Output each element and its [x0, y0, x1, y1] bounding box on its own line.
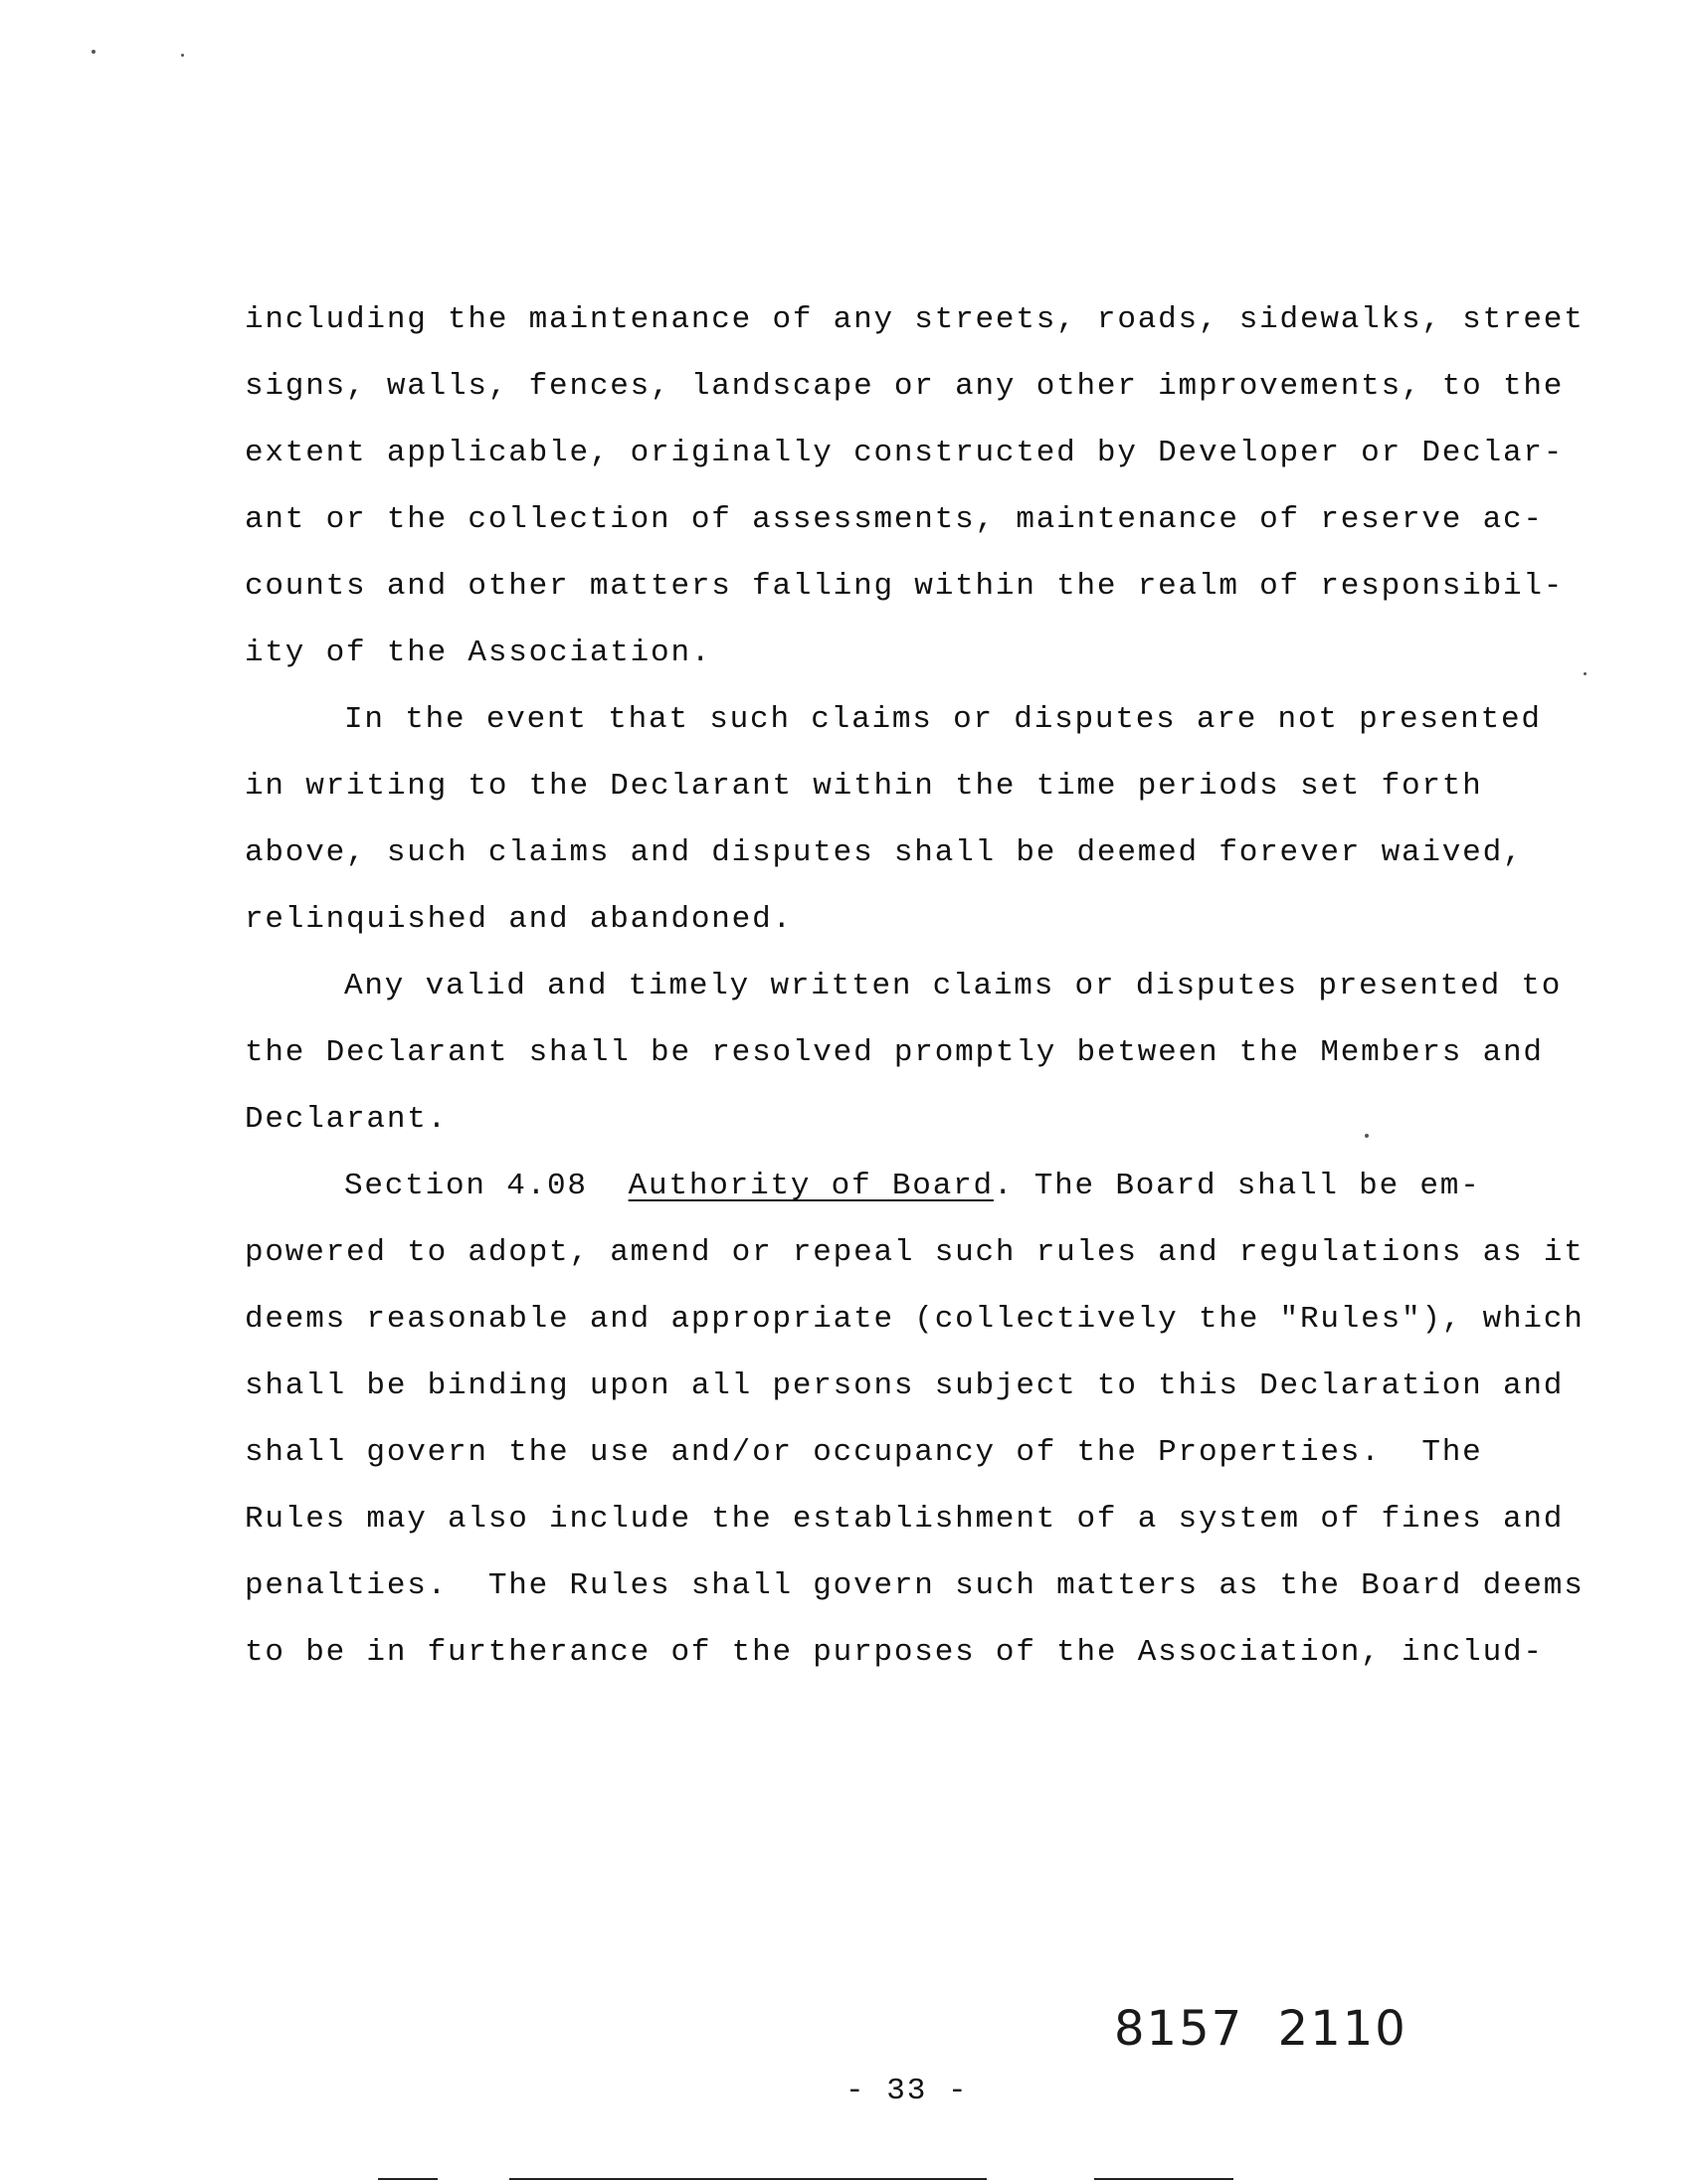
scan-edge-mark [1094, 2178, 1233, 2180]
text-line: to be in furtherance of the purposes of the Association, includ- [245, 1635, 1544, 1670]
text-line: counts and other matters falling within the realm of responsibil- [245, 569, 1565, 604]
text-line: in writing to the Declarant within the time periods set forth [245, 769, 1483, 804]
text-line: including the maintenance of any streets, roads, sidewalks, street [245, 302, 1585, 337]
text-line: the Declarant shall be resolved promptly between the Members and [245, 1035, 1544, 1070]
text-line: signs, walls, fences, landscape or any other improvements, to the [245, 369, 1565, 404]
text-line: ant or the collection of assessments, maintenance of reserve ac- [245, 502, 1544, 537]
text-line: above, such claims and disputes shall be deemed forever waived, [245, 835, 1524, 870]
scan-speck [1365, 1134, 1369, 1138]
text-line: penalties. The Rules shall govern such matters as the Board deems [245, 1568, 1585, 1603]
scan-edge-mark [509, 2178, 987, 2180]
text-line: Declarant. [245, 1102, 449, 1137]
text-line: Rules may also include the establishment of a system of fines and [245, 1502, 1565, 1537]
paragraph-first-line: Any valid and timely written claims or disputes presented to [344, 969, 1563, 1003]
section-title: Authority of Board [628, 1169, 994, 1203]
text-line: ity of the Association. [245, 636, 712, 670]
scan-speck [1584, 672, 1587, 675]
scan-speck [92, 50, 95, 54]
text-line: relinquished and abandoned. [245, 902, 793, 937]
paragraph-first-line: In the event that such claims or disputes are not presented [344, 702, 1542, 737]
section-heading-line [344, 1167, 1481, 1206]
text-line: powered to adopt, amend or repeal such rules and regulations as it [245, 1235, 1585, 1270]
text-line: shall be binding upon all persons subject to this Declaration and [245, 1368, 1565, 1403]
section-heading-rest: . The Board shall be em- [993, 1169, 1481, 1203]
recording-number: 8157 2110 [1114, 2001, 1407, 2057]
page-number: - 33 - [845, 2074, 969, 2108]
text-line: deems reasonable and appropriate (collectively the "Rules"), which [245, 1302, 1585, 1337]
text-line: extent applicable, originally constructed by Developer or Declar- [245, 436, 1565, 470]
text-line: shall govern the use and/or occupancy of the Properties. The [245, 1435, 1483, 1470]
section-number: Section 4.08 [344, 1169, 588, 1203]
scan-speck [181, 54, 184, 57]
scan-edge-mark [378, 2178, 438, 2180]
